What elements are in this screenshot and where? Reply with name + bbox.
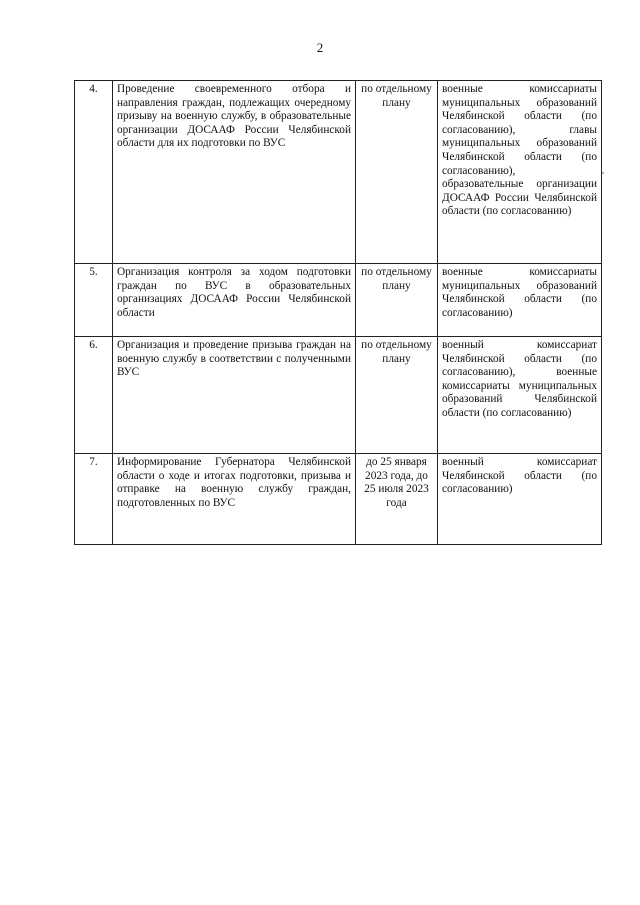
action-cell: Проведение своевременного отбора и направления граждан, подлежащих очередному призыву на военную службу, в образовательные организации ДОСААФ России Челябинской области для их подготовки по ВУС [113, 81, 356, 264]
term-cell: до 25 января 2023 года, до 25 июля 2023 года [356, 454, 438, 545]
plan-table [74, 80, 602, 545]
table-row [75, 264, 602, 337]
page-number: 2 [316, 40, 324, 55]
table-row [75, 81, 602, 264]
action-cell: Информирование Губернатора Челябинской области о ходе и итогах подготовки, призыва и отправке на военную службу граждан, подготовленных по ВУС [113, 454, 356, 545]
term-cell: по отдельному плану [356, 81, 438, 264]
action-cell: Организация контроля за ходом подготовки граждан по ВУС в образовательных организациях ДОСААФ России Челябинской области [113, 264, 356, 337]
scan-speck [602, 172, 604, 174]
action-cell: Организация и проведение призыва граждан на военную службу в соответствии с полученными ВУС [113, 337, 356, 454]
responsible-cell: военные комиссариаты муниципальных образований Челябинской области (по согласованию) [438, 264, 602, 337]
row-number: 7. [75, 454, 113, 545]
table-row [75, 454, 602, 545]
responsible-cell: военный комиссариат Челябинской области (по согласованию), военные комиссариаты муниципальных образований Челябинской области (по согласованию) [438, 337, 602, 454]
responsible-cell: военный комиссариат Челябинской области (по согласованию) [438, 454, 602, 545]
term-cell: по отдельному плану [356, 264, 438, 337]
table-row [75, 337, 602, 454]
row-number: 6. [75, 337, 113, 454]
row-number: 5. [75, 264, 113, 337]
term-cell: по отдельному плану [356, 337, 438, 454]
row-number: 4. [75, 81, 113, 264]
responsible-cell: военные комиссариаты муниципальных образований Челябинской области (по согласованию), главы муниципальных образований Челябинской области (по согласованию), образовательные организации ДОСААФ России Челябинской области (по согласованию) [438, 81, 602, 264]
